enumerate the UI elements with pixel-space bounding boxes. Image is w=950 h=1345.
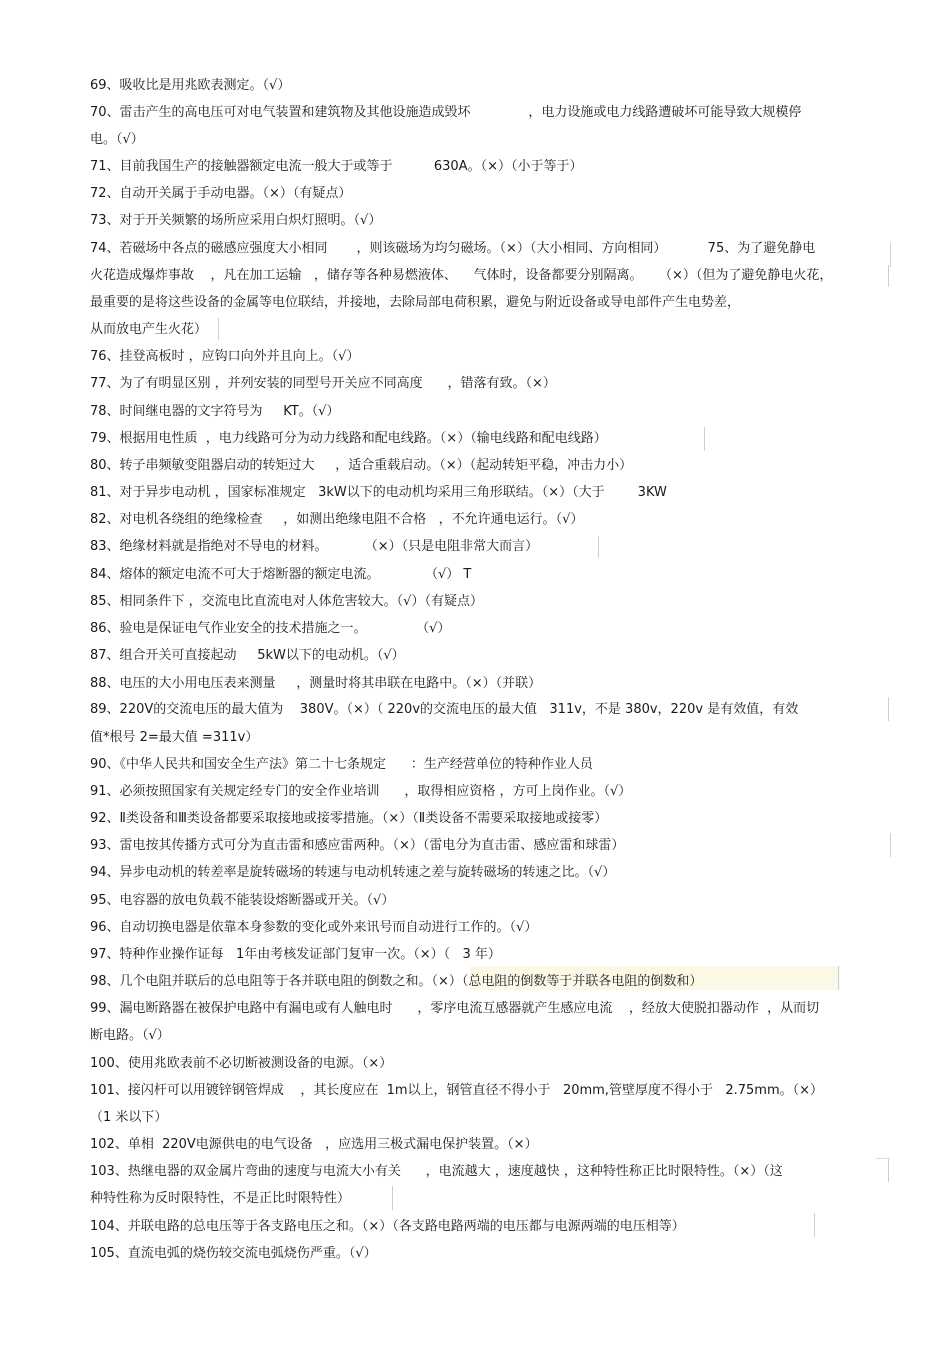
text-line: 94、异步电动机的转差率是旋转磁场的转速与电动机转速之差与旋转磁场的转速之比。（√） <box>90 865 616 880</box>
text-line: 78、时间继电器的文字符号为 KT。（√） <box>90 404 340 419</box>
text-line: 85、相同条件下 ，交流电比直流电对人体危害较大。（√）（有疑点） <box>90 594 483 609</box>
text-line: 91、必须按照国家有关规定经专门的安全作业培训 ，取得相应资格 ，方可上岗作业。（√） <box>90 784 632 799</box>
scan-rule <box>838 966 839 990</box>
scan-rule <box>814 1213 815 1237</box>
text-line: 82、对电机各绕组的绝缘检查 ，如测出绝缘电阻不合格 ，不允许通电运行。（√） <box>90 512 584 527</box>
text-line: 102、单相 220V电源供电的电气设备 ，应选用三极式漏电保护装置。（×） <box>90 1137 538 1152</box>
scan-rule <box>392 1186 393 1210</box>
text-line: 70、雷击产生的高电压可对电气装置和建筑物及其他设施造成毁坏 ，电力设施或电力线路遭破坏可能导致大规模停 <box>90 105 802 120</box>
scan-rule <box>888 1158 889 1182</box>
text-line: 105、直流电弧的烧伤较交流电弧烧伤严重。（√） <box>90 1246 377 1261</box>
scan-rule <box>704 427 705 451</box>
text-line: 火花造成爆炸事故 ，凡在加工运输 ，储存等各种易燃液体、 气体时，设备都要分别隔离。 （×）（但为了避免静电火花， <box>90 268 833 283</box>
text-line: 84、熔体的额定电流不可大于熔断器的额定电流。 （√） T <box>90 567 472 582</box>
text-line: 97、特种作业操作证每 1年由考核发证部门复审一次。（×）（ 3 年） <box>90 947 501 962</box>
text-line: 98、几个电阻并联后的总电阻等于各并联电阻的倒数之和。（×）（总电阻的倒数等于并联各电阻的倒数和） <box>90 974 703 989</box>
text-line: 断电路。（√） <box>90 1028 170 1043</box>
text-line: 101、接闪杆可以用镀锌钢管焊成 ，其长度应在 1m以上，钢管直径不得小于 20mm,管壁厚度不得小于 2.75mm。（×） <box>90 1083 824 1098</box>
text-line: 83、绝缘材料就是指绝对不导电的材料。 （×）（只是电阻非常大而言） <box>90 539 539 554</box>
text-line: 76、挂登高板时 ，应钩口向外并且向上。（√） <box>90 349 360 364</box>
text-line: 值*根号 2=最大值 =311v） <box>90 730 259 745</box>
scan-rule <box>598 536 599 558</box>
text-line: 74、若磁场中各点的磁感应强度大小相同 ，则该磁场为均匀磁场。（×）（大小相同、方向相同） 75、为了避免静电 <box>90 241 816 256</box>
text-line: 95、电容器的放电负载不能装设熔断器或开关。（√） <box>90 893 395 908</box>
text-line: 96、自动切换电器是依靠本身参数的变化或外来讯号而自动进行工作的。（√） <box>90 920 538 935</box>
text-line: 100、使用兆欧表前不必切断被测设备的电源。（×） <box>90 1056 393 1071</box>
scan-rule <box>888 697 889 721</box>
scan-rule <box>890 833 891 857</box>
scan-rule <box>890 243 891 267</box>
text-line: 86、验电是保证电气作业安全的技术措施之一。 （√） <box>90 621 451 636</box>
text-line: （1 米以下） <box>90 1110 168 1125</box>
text-line: 99、漏电断路器在被保护电路中有漏电或有人触电时 ，零序电流互感器就产生感应电流 ，经放大使脱扣器动作 ，从而切 <box>90 1001 820 1016</box>
text-line: 电。（√） <box>90 132 144 147</box>
text-line: 89、220V的交流电压的最大值为 380V。（×）（ 220v的交流电压的最大值 311v，不是 380v，220v 是有效值，有效 <box>90 702 799 717</box>
text-line: 77、为了有明显区别 ，并列安装的同型号开关应不同高度 ，错落有致。（×） <box>90 376 556 391</box>
text-line: 103、热继电器的双金属片弯曲的速度与电流大小有关 ，电流越大 ，速度越快 ，这种特性称正比时限特性。（×）（这 <box>90 1164 783 1179</box>
text-line: 88、电压的大小用电压表来测量 ，测量时将其串联在电路中。（×）（并联） <box>90 676 542 691</box>
text-line: 81、对于异步电动机 ，国家标准规定 3kW以下的电动机均采用三角形联结。（×）（大于 3KW <box>90 485 667 500</box>
text-line: 73、对于开关频繁的场所应采用白炽灯照明。（√） <box>90 213 382 228</box>
scan-rule <box>888 265 889 287</box>
text-line: 72、自动开关属于手动电器。（×）（有疑点） <box>90 186 352 201</box>
text-line: 80、转子串频敏变阻器启动的转矩过大 ，适合重载启动。（×）（起动转矩平稳，冲击力小） <box>90 458 633 473</box>
text-line: 92、Ⅱ类设备和Ⅲ类设备都要采取接地或接零措施。（×）（Ⅱ类设备不需要采取接地或接零） <box>90 811 608 826</box>
text-line: 104、并联电路的总电压等于各支路电压之和。（×）（各支路电路两端的电压都与电源两端的电压相等） <box>90 1219 685 1234</box>
text-line: 93、雷电按其传播方式可分为直击雷和感应雷两种。（×）（雷电分为直击雷、感应雷和球雷） <box>90 838 625 853</box>
text-line: 79、根据用电性质 ，电力线路可分为动力线路和配电线路。（×）（输电线路和配电线路） <box>90 431 607 446</box>
text-line: 87、组合开关可直接起动 5kW以下的电动机。（√） <box>90 648 405 663</box>
scan-rule <box>218 318 219 340</box>
text-line: 69、吸收比是用兆欧表测定。（√） <box>90 78 291 93</box>
text-line: 最重要的是将这些设备的金属等电位联结，并接地，去除局部电荷积累，避免与附近设备或导电部件产生电势差， <box>90 295 741 310</box>
text-line: 从而放电产生火花） <box>90 322 208 337</box>
scan-rule <box>876 1158 890 1159</box>
text-line: 90、《中华人民共和国安全生产法》第二十七条规定 ：生产经营单位的特种作业人员 <box>90 757 593 772</box>
text-line: 种特性称为反时限特性，不是正比时限特性） <box>90 1191 351 1206</box>
text-line: 71、目前我国生产的接触器额定电流一般大于或等于 630A。（×）（小于等于） <box>90 159 583 174</box>
